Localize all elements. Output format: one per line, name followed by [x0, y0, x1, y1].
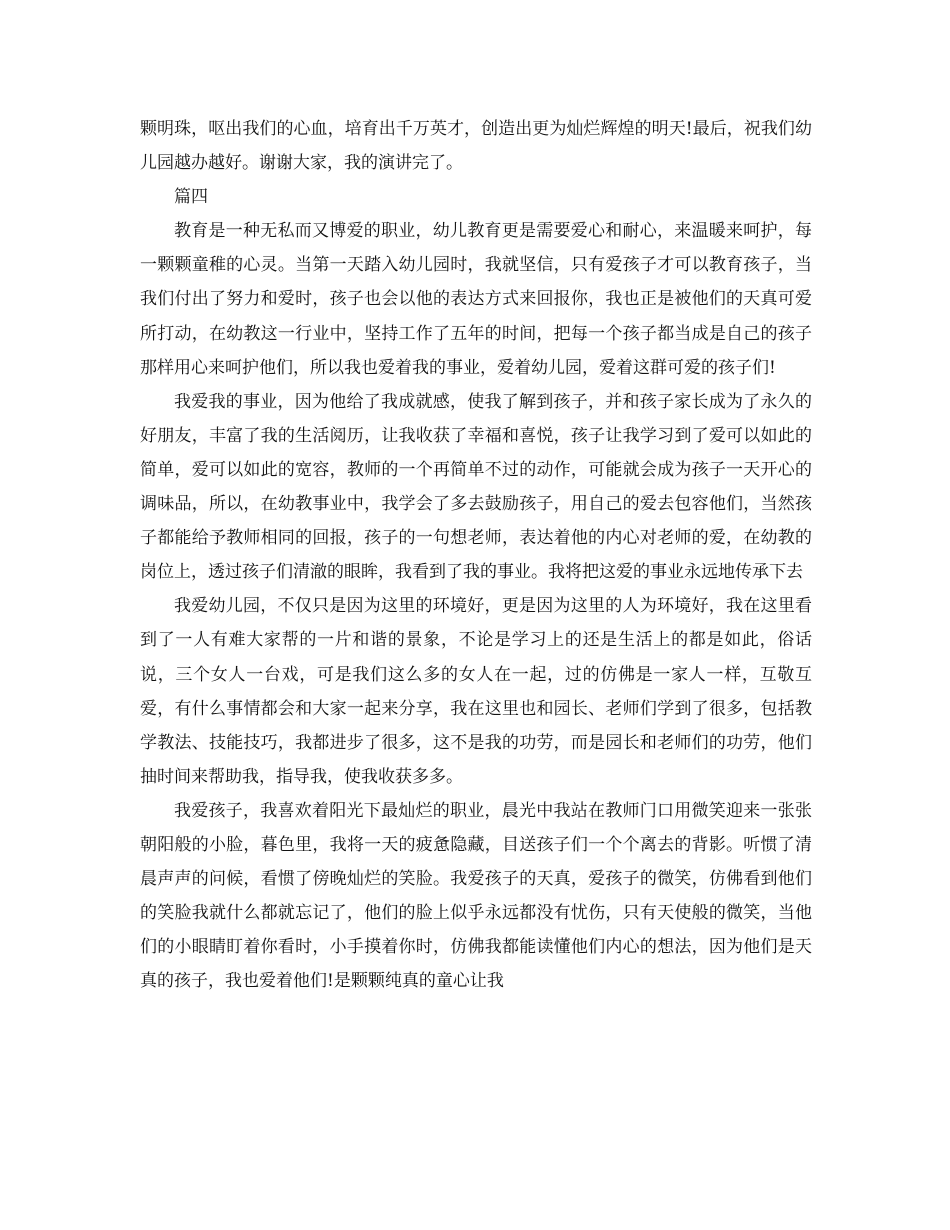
- section-heading: 篇四: [174, 187, 208, 208]
- paragraph: 教育是一种无私而又博爱的职业，幼儿教育更是需要爱心和耐心，来温暖来呵护，每一颗颗童稚的心灵。当第一天踏入幼儿园时，我就坚信，只有爱孩子才可以教育孩子，当我们付出了努力和爱时，孩子也会以他的表达方式来回报你，我也正是被他们的天真可爱所打动，在幼教这一行业中，坚持工作了五年的时间，把每一个孩子都当成是自己的孩子那样用心来呵护他们，所以我也爱着我的事业，爱着幼儿园，爱着这群可爱的孩子们!: [140, 221, 812, 378]
- paragraph: 我爱幼儿园，不仅只是因为这里的环境好，更是因为这里的人为环境好，我在这里看到了一人有难大家帮的一片和谐的景象，不论是学习上的还是生活上的都是如此，俗话说，三个女人一台戏，可是我们这么多的女人在一起，过的仿佛是一家人一样，互敬互爱，有什么事情都会和大家一起来分享，我在这里也和园长、老师们学到了很多，包括教学教法、技能技巧，我都进步了很多，这不是我的功劳，而是园长和老师们的功劳，他们抽时间来帮助我，指导我，使我收获多多。: [140, 596, 812, 787]
- paragraph: 我爱我的事业，因为他给了我成就感，使我了解到孩子，并和孩子家长成为了永久的好朋友，丰富了我的生活阅历，让我收获了幸福和喜悦，孩子让我学习到了爱可以如此的简单，爱可以如此的宽容，教师的一个再简单不过的动作，可能就会成为孩子一天开心的调味品，所以，在幼教事业中，我学会了多去鼓励孩子，用自己的爱去包容他们，当然孩子都能给予教师相同的回报，孩子的一句想老师，表达着他的内心对老师的爱，在幼教的岗位上，透过孩子们清澈的眼眸，我看到了我的事业。我将把这爱的事业永远地传承下去: [140, 391, 812, 583]
- paragraph: 我爱孩子，我喜欢着阳光下最灿烂的职业，晨光中我站在教师门口用微笑迎来一张张朝阳般的小脸，暮色里，我将一天的疲惫隐藏，目送孩子们一个个离去的背影。听惯了清晨声声的问候，看惯了傍晚灿烂的笑脸。我爱孩子的天真，爱孩子的微笑，仿佛看到他们的笑脸我就什么都就忘记了，他们的脸上似乎永远都没有忧伤，只有天使般的微笑，当他们的小眼睛盯着你看时，小手摸着你时，仿佛我都能读懂他们内心的想法，因为他们是天真的孩子，我也爱着他们!是颗颗纯真的童心让我: [140, 800, 812, 992]
- document-body: [140, 112, 812, 998]
- paragraph-continuation: 颗明珠，呕出我们的心血，培育出千万英才，创造出更为灿烂辉煌的明天!最后，祝我们幼儿园越办越好。谢谢大家，我的演讲完了。: [140, 119, 812, 174]
